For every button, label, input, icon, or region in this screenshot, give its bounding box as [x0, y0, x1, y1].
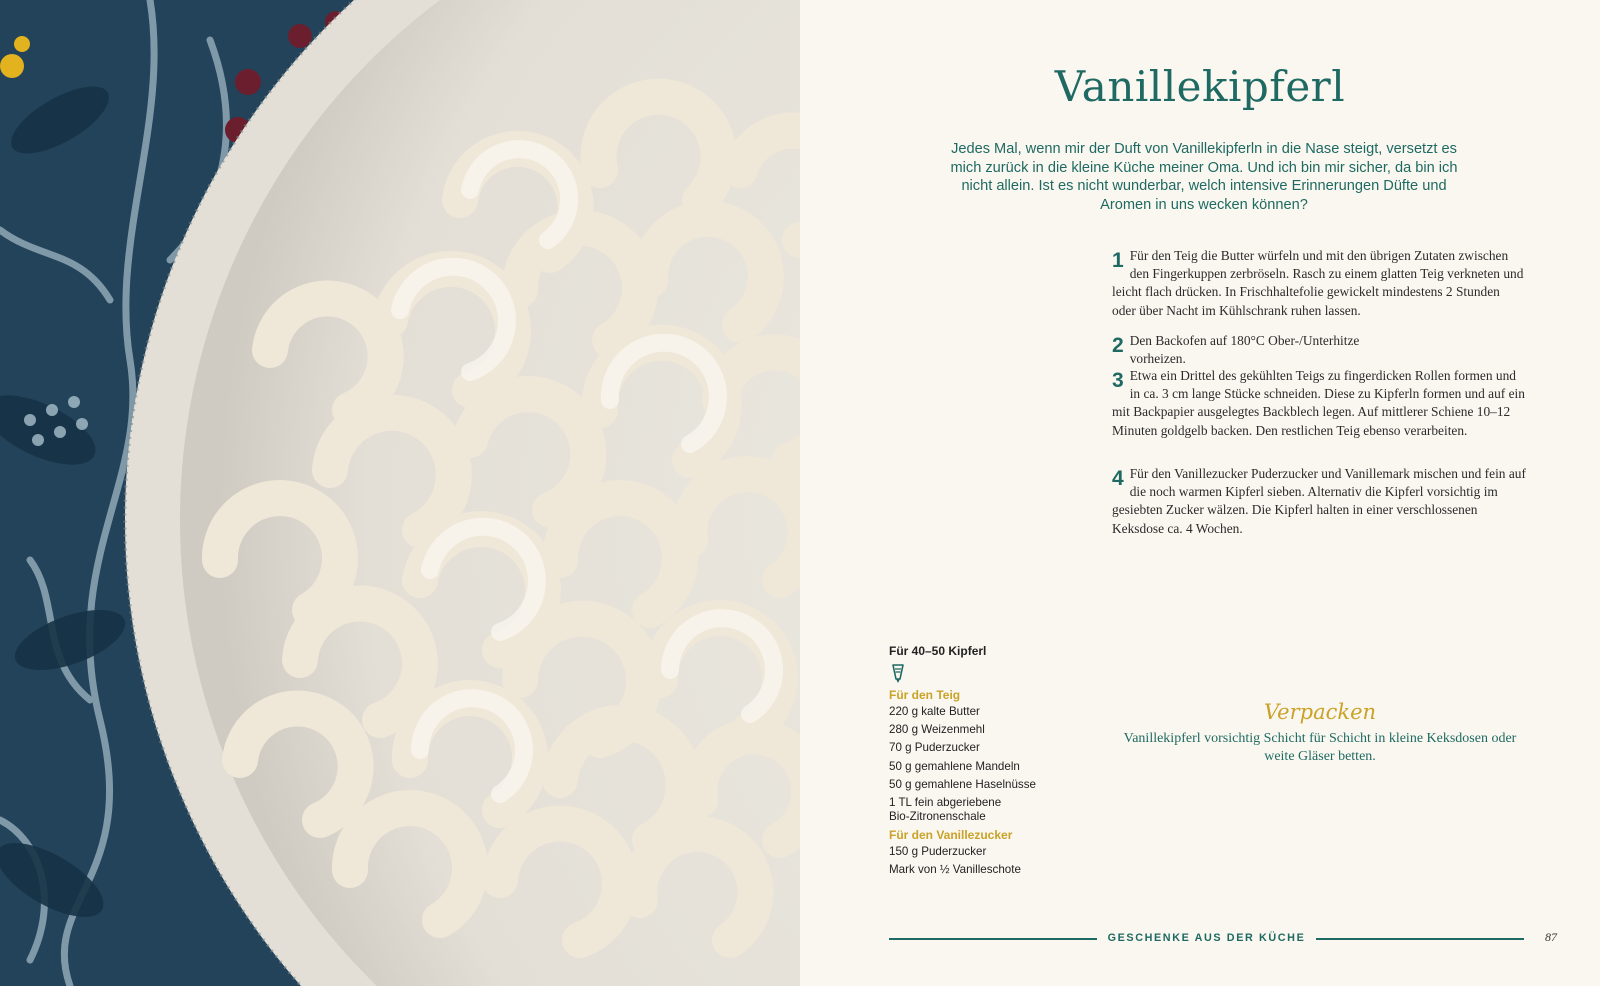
packaging-text: Vanillekipferl vorsichtig Schicht für Schicht in kleine Keksdosen oder weite Gläser betten.	[1123, 731, 1517, 764]
ingredient-item: Mark von ½ Vanilleschote	[889, 863, 1021, 877]
step-number: 2	[1112, 334, 1124, 357]
ingredient-item: 280 g Weizenmehl	[889, 723, 985, 737]
recipe-intro: Jedes Mal, wenn mir der Duft von Vanillekipferln in die Nase steigt, versetzt es mich zurück in die kleine Küche meiner Oma. Und ich bin mir sicher, da bin ich nicht allein. Ist es nicht wunderbar, welch intensive Erinnerungen Düfte und Aromen in uns wecken können?	[950, 141, 1458, 213]
ingredient-item: 150 g Puderzucker	[889, 845, 987, 859]
sugar-heading: Für den Vanillezucker	[889, 828, 1013, 843]
sugar-ingredients	[889, 845, 1109, 877]
ingredient-item: 50 g gemahlene Haselnüsse	[889, 777, 1036, 791]
ingredient-item: 220 g kalte Butter	[889, 705, 980, 718]
ingredients-box	[889, 644, 1109, 882]
step-number: 3	[1112, 369, 1124, 392]
dough-heading: Für den Teig	[889, 688, 961, 702]
recipe-steps	[1112, 247, 1526, 536]
step-text: Für den Teig die Butter würfeln und mit den übrigen Zutaten zwischen den Fingerkuppen zerbröseln. Rasch zu einem glatten Teig verkneten und leicht flach drücken. In Frischhaltefolie gewickelt mindestens 2 Stunden oder über Nacht im Kühlschrank ruhen lassen.	[1112, 248, 1524, 318]
piping-bag-icon	[889, 662, 907, 684]
page-number: 87	[1545, 930, 1557, 944]
recipe-page	[800, 0, 1600, 986]
dough-ingredients	[889, 705, 1109, 824]
step-1	[1112, 247, 1526, 320]
recipe-title: Vanillekipferl	[1054, 62, 1346, 111]
footer-rule-left	[889, 938, 1097, 940]
ingredient-item: 70 g Puderzucker	[889, 741, 980, 755]
footer-section-label: GESCHENKE AUS DER KÜCHE	[1107, 932, 1306, 944]
step-3	[1112, 367, 1526, 440]
step-number: 4	[1112, 467, 1124, 490]
step-2	[1112, 332, 1401, 368]
step-text: Etwa ein Drittel des gekühlten Teigs zu fingerdicken Rollen formen und in ca. 3 cm lange Stücke schneiden. Diese zu Kipferln formen und auf ein mit Backpapier ausgelegtes Backblech legen. Auf mittlerer Schiene 10–12 Minuten goldgelb backen. Den restlichen Teig ebenso verarbeiten.	[1112, 368, 1525, 438]
page-footer	[889, 932, 1557, 946]
footer-rule-right	[1316, 938, 1524, 940]
packaging-title: Verpacken	[1263, 700, 1377, 724]
step-text: Den Backofen auf 180°C Ober-/Unterhitze vorheizen.	[1129, 333, 1360, 367]
step-number: 1	[1112, 249, 1124, 272]
step-4	[1112, 465, 1526, 538]
packaging-tip	[1122, 700, 1518, 765]
step-text: Für den Vanillezucker Puderzucker und Vanillemark mischen und fein auf die noch warmen Kipferl sieben. Alternativ die Kipferl vorsichtig im gesiebten Zucker wälzen. Die Kipferl halten in einer verschlossenen Keksdose ca. 4 Wochen.	[1112, 466, 1526, 536]
recipe-yield: Für 40–50 Kipferl	[889, 644, 987, 658]
ingredient-item: 1 TL fein abgeriebene Bio-Zitronenschale	[889, 795, 1002, 823]
ingredient-item: 50 g gemahlene Mandeln	[889, 759, 1020, 773]
